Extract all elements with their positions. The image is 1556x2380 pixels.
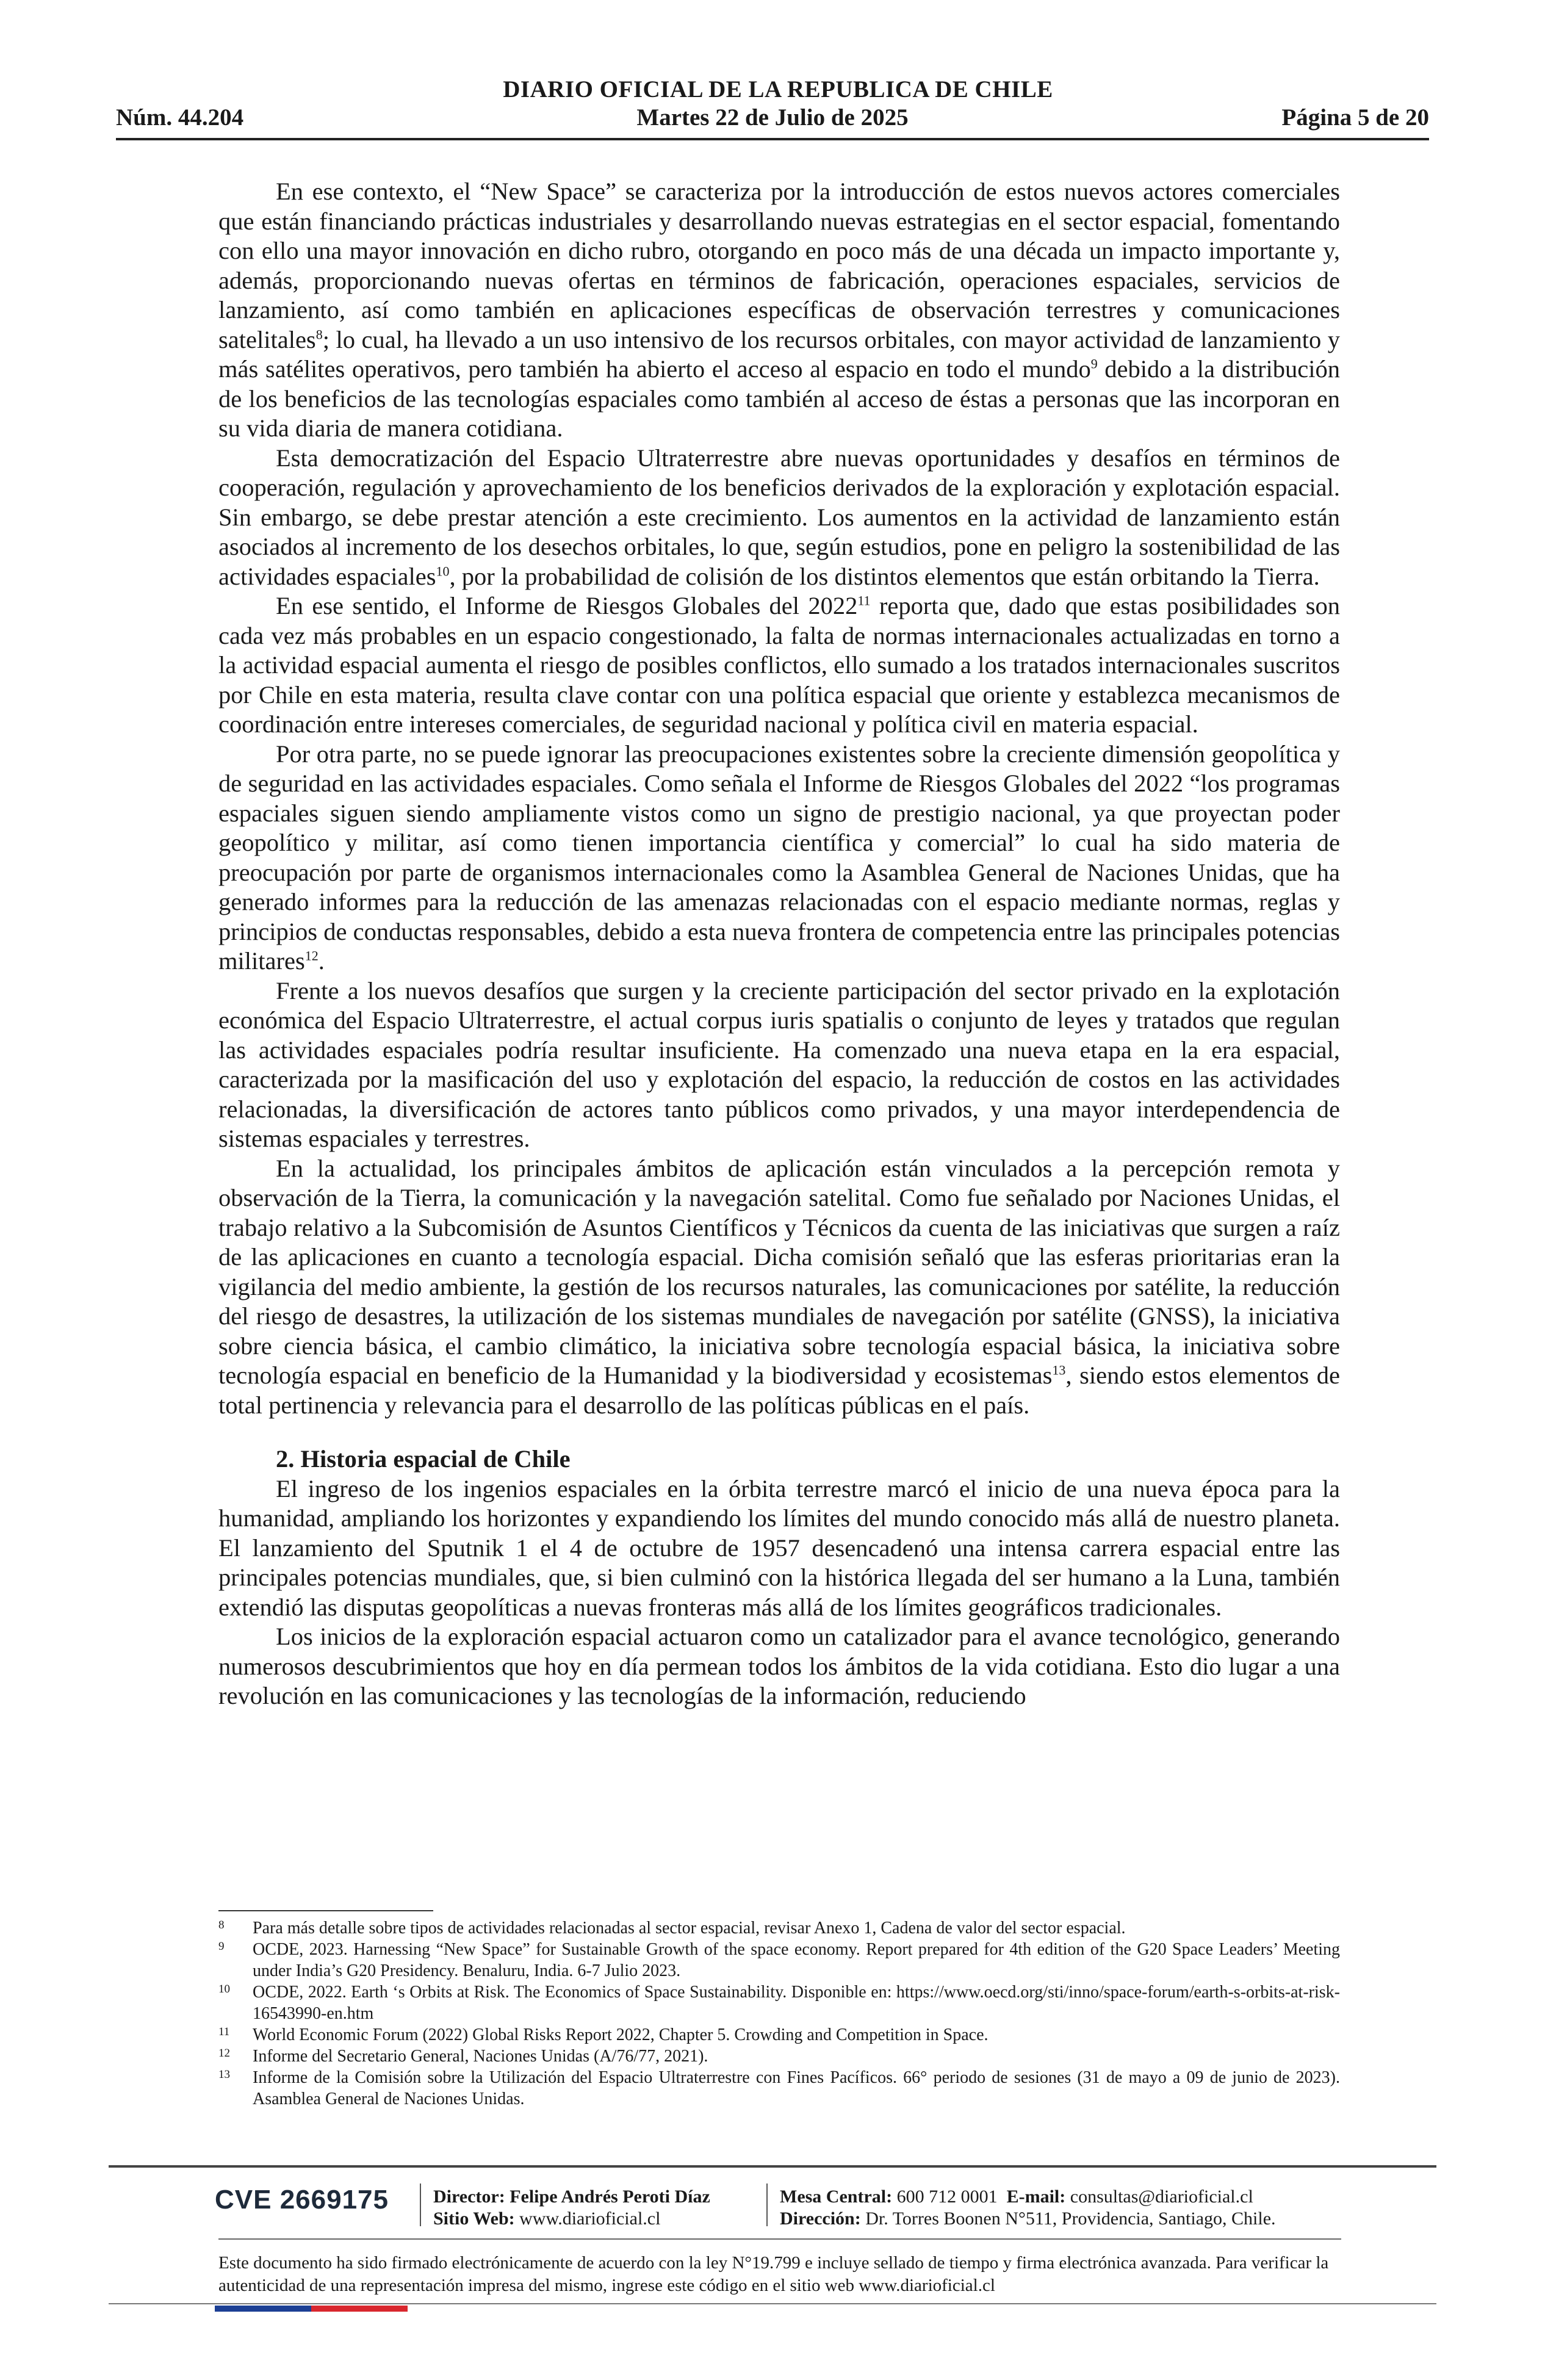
footer-divider-top (109, 2165, 1436, 2168)
legal-notice: Este documento ha sido firmado electrónicamente de acuerdo con la ley N°19.799 e incluye sellado de tiempo y firma electrónica avanzada. Para verificar la autenticidad de una representación impresa del mismo, ingrese este código en el sitio web www.diarioficial.cl (218, 2253, 1329, 2295)
section-heading: 2. Historia espacial de Chile (276, 1445, 571, 1473)
footnote: 10 OCDE, 2022. Earth ‘s Orbits at Risk. The Economics of Space Sustainability. Disponible en: https://www.oecd.org/sti/inno/space-forum/earth-s-orbits-at-risk-16543990-en.htm (218, 1983, 1340, 2023)
header-divider (116, 138, 1429, 140)
footnote-ref[interactable]: 9 (1090, 356, 1098, 372)
header-row (116, 104, 1429, 134)
paragraph: El ingreso de los ingenios espaciales en la órbita terrestre marcó el inicio de una nueva época para la humanidad, ampliando los horizontes y expandiendo los límites del mundo conocido más allá de nuestro planeta. El lanzamiento del Sputnik 1 el 4 de octubre de 1957 desencadenó una intensa carrera espacial entre las principales potencias mundiales, que, si bien culminó con la histórica llegada del ser humano a la Luna, también extendió las disputas geopolíticas a nuevas fronteras más allá de los límites geográficos tradicionales. (218, 1474, 1340, 1621)
flag-stripe (215, 2306, 408, 2312)
paragraph: Frente a los nuevos desafíos que surgen y la creciente participación del sector privado en la explotación económica del Espacio Ultraterrestre, el actual corpus iuris spatialis o conjunto de leyes y tratados que regulan las actividades espaciales podría resultar insuficiente. Ha comenzado una nueva etapa en la era espacial, caracterizada por la masificación del uso y explotación del espacio, la reducción de costos en las actividades relacionadas, la diversificación de actores tanto públicos como privados, y una mayor interdependencia de sistemas espaciales y terrestres. (218, 976, 1340, 1152)
paragraph: En ese sentido, el Informe de Riesgos Globales del 2022$^{11}$ reporta que, dado que estas posibilidades son cada vez más probables en un espacio congestionado, la falta de normas internacionales actualizadas en torno a la actividad espacial aumenta el riesgo de posibles conflictos, ello sumado a los tratados internacionales suscritos por Chile en esta materia, resulta clave contar con una política espacial que oriente y establezca mecanismos de coordinación entre intereses comerciales, de seguridad nacional y política civil en materia espacial. (218, 592, 1340, 738)
footnote-ref[interactable]: 12 (304, 948, 319, 964)
website-link[interactable]: www.diarioficial.cl (519, 2209, 661, 2229)
footnote-ref[interactable]: 13 (1052, 1362, 1066, 1378)
flag-stripe-red (311, 2306, 408, 2312)
paragraph: Por otra parte, no se puede ignorar las preocupaciones existentes sobre la creciente dimensión geopolítica y de seguridad en las actividades espaciales. Como señala el Informe de Riesgos Globales del 2022 “los programas espaciales siguen siendo ampliamente vistos como un signo de prestigio nacional, ya que proyectan poder geopolítico y militar, así como tienen importancia científica y comercial” lo cual ha sido materia de preocupación por parte de organismos internacionales como la Asamblea General de Naciones Unidas, que ha generado informes para la reducción de las amenazas relacionadas con el espacio mediante normas, reglas y principios de conductas responsables, debido a esta nueva frontera de competencia entre las principales potencias militares$^{12}$. (218, 740, 1340, 975)
paragraph: En ese contexto, el “New Space” se caracteriza por la introducción de estos nuevos actores comerciales que están financiando prácticas industriales y desarrollando nuevas estrategias en el sector espacial, fomentando con ello una mayor innovación en dicho rubro, otorgando en poco más de una década un impacto importante y, además, proporcionando nuevas ofertas en términos de fabricación, operaciones espaciales, servicios de lanzamiento, así como también en aplicaciones específicas de observación terrestres y comunicaciones satelitales$^8$; lo cual, ha llevado a un uso intensivo de los recursos orbitales, con mayor actividad de lanzamiento y más satélites operativos, pero también ha abierto el acceso al espacio en todo el mundo$^9$ debido a la distribución de los beneficios de las tecnologías espaciales como también al acceso de éstas a personas que las incorporan en su vida diaria de manera cotidiana. (218, 178, 1340, 442)
footnote: 13 Informe de la Comisión sobre la Utilización del Espacio Ultraterrestre con Fines Pacíficos. 66° periodo de sesiones (31 de mayo a 09 de junio de 2023). Asamblea General de Naciones Unidas. (218, 2068, 1340, 2108)
footnote: 8 Para más detalle sobre tipos de actividades relacionadas al sector espacial, revisar Anexo 1, Cadena de valor del sector espacial. (218, 1919, 1126, 1938)
article-body (218, 177, 1340, 1711)
footnote-ref[interactable]: 10 (436, 563, 450, 579)
director-name: Felipe Andrés Peroti Díaz (510, 2187, 710, 2207)
issue-number: Núm. 44.204 (116, 104, 244, 131)
email-link[interactable]: consultas@diarioficial.cl (1070, 2187, 1253, 2207)
paragraph: En la actualidad, los principales ámbitos de aplicación están vinculados a la percepción remota y observación de la Tierra, la comunicación y la navegación satelital. Como fue señalado por Naciones Unidas, el trabajo relativo a la Subcomisión de Asuntos Científicos y Técnicos da cuenta de las iniciativas que surgen a raíz de las aplicaciones en cuanto a tecnología espacial. Dicha comisión señaló que las esferas prioritarias eran la vigilancia del medio ambiente, la gestión de los recursos naturales, las comunicaciones por satélite, la reducción del riesgo de desastres, la utilización de los sistemas mundiales de navegación por satélite (GNSS), la iniciativa sobre ciencia básica, el cambio climático, la iniciativa sobre tecnología espacial básica, la iniciativa sobre tecnología espacial en beneficio de la Humanidad y la biodiversidad y ecosistemas$^{13}$, siendo estos elementos de total pertinencia y relevancia para el desarrollo de las políticas públicas en el país. (218, 1154, 1340, 1419)
footnote-ref[interactable]: 8 (315, 326, 323, 342)
footer-contact-block: Mesa Central: 600 712 0001 E-mail: consultas@diarioficial.cl Dirección: Dr. Torres Boonen N°511, Providencia, Santiago, Chile. (780, 2187, 1276, 2229)
paragraph: Los inicios de la exploración espacial actuaron como un catalizador para el avance tecnológico, generando numerosos descubrimientos que hoy en día permean todos los ámbitos de la vida cotidiana. Esto dio lugar a una revolución en las comunicaciones y las tecnologías de la información, reduciendo (218, 1623, 1340, 1709)
footnotes (218, 1917, 1340, 2110)
paragraph: Esta democratización del Espacio Ultraterrestre abre nuevas oportunidades y desafíos en términos de cooperación, regulación y aprovechamiento de los beneficios derivados de la exploración y explotación espacial. Sin embargo, se debe prestar atención a este crecimiento. Los aumentos en la actividad de lanzamiento están asociados al incremento de los desechos orbitales, lo que, según estudios, pone en peligro la sostenibilidad de las actividades espaciales$^{10}$, por la probabilidad de colisión de los distintos elementos que están orbitando la Tierra. (218, 444, 1340, 590)
publication-title: DIARIO OFICIAL DE LA REPUBLICA DE CHILE (503, 76, 1053, 103)
issue-date: Martes 22 de Julio de 2025 (636, 104, 909, 131)
footnote: 12 Informe del Secretario General, Naciones Unidas (A/76/77, 2021). (218, 2047, 708, 2066)
footer-divider-mid (218, 2238, 1341, 2240)
footer-director-block: Director: Felipe Andrés Peroti Díaz Sitio Web: www.diarioficial.cl (433, 2187, 710, 2229)
footnote: 9 OCDE, 2023. Harnessing “New Space” for Sustainable Growth of the space economy. Report prepared for 4th edition of the G20 Space Leaders’ Meeting under India’s G20 Presidency. Benaluru, India. 6-7 Julio 2023. (218, 1940, 1340, 1980)
footer-divider-bottom (109, 2303, 1436, 2304)
footnote-ref[interactable]: 11 (857, 593, 871, 608)
footer-separator (766, 2183, 768, 2226)
flag-stripe-blue (215, 2306, 311, 2312)
address: Dr. Torres Boonen N°511, Providencia, Santiago, Chile. (865, 2209, 1276, 2229)
footnote: 11 World Economic Forum (2022) Global Risks Report 2022, Chapter 5. Crowding and Competition in Space. (218, 2025, 989, 2044)
footer-separator (420, 2183, 421, 2226)
footnote-divider (218, 1910, 433, 1911)
cve-code: CVE 2669175 (215, 2185, 389, 2215)
phone-number: 600 712 0001 (896, 2187, 998, 2207)
page-number: Página 5 de 20 (1281, 104, 1429, 131)
